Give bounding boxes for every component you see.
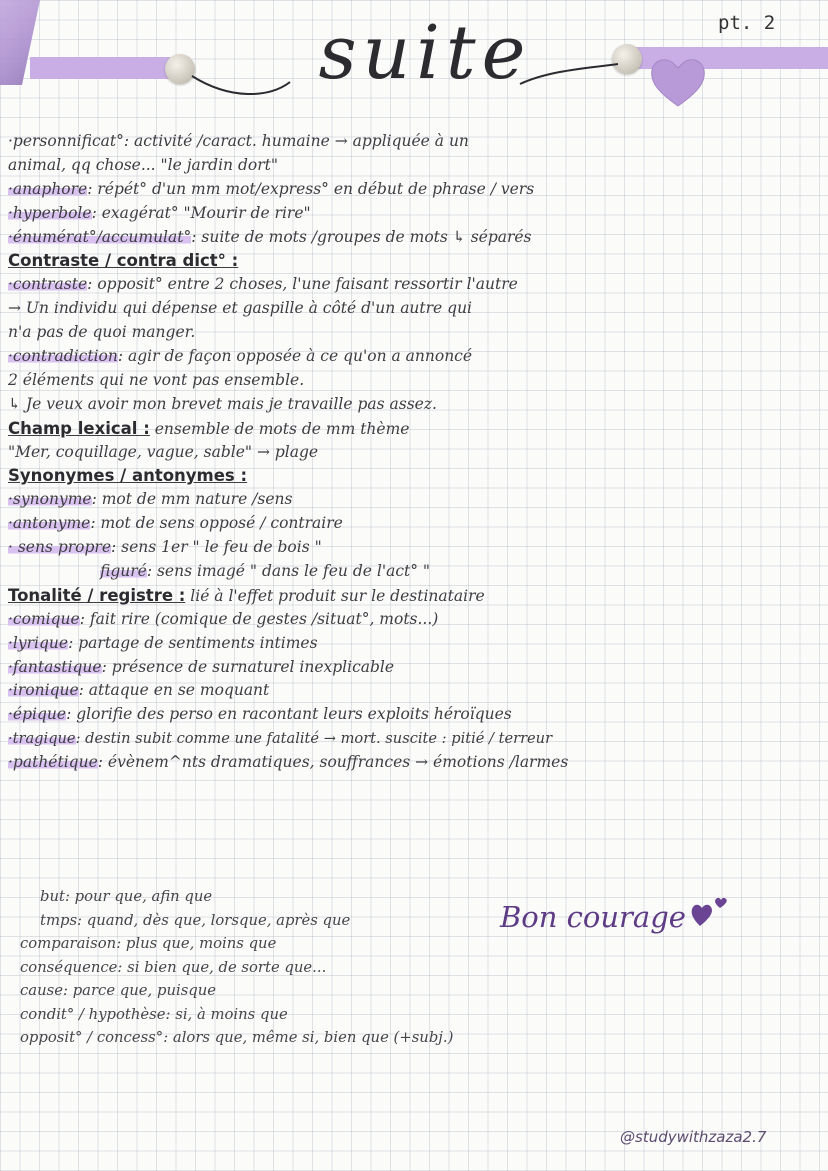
- note-line: [8, 178, 820, 202]
- note-line: [8, 703, 820, 727]
- section-heading: Tonalité / registre :: [8, 585, 186, 605]
- note-line: [8, 632, 820, 656]
- note-text: animal, qq chose... "le jardin dort": [8, 155, 278, 174]
- highlighted-term: ·hyperbole: [8, 203, 92, 222]
- note-line: [8, 608, 820, 632]
- page-title: suite: [318, 10, 532, 96]
- note-text: "Mer, coquillage, vague, sable" → plage: [8, 442, 319, 461]
- note-line: [8, 464, 820, 488]
- note-text: → Un individu qui dépense et gaspille à côté d'un autre qui: [8, 299, 473, 318]
- conjunction-line: [20, 956, 540, 980]
- note-line: [8, 226, 820, 250]
- note-line: [8, 488, 820, 512]
- highlighted-term: ·contradiction: [8, 347, 118, 366]
- closing-message: Bon courage: [500, 900, 686, 934]
- conjunction-label: opposit° / concess°: [20, 1029, 164, 1046]
- note-text: : destin subit comme une fatalité → mort. suscite : pitié / terreur: [75, 730, 553, 748]
- conjunction-examples: : parce que, puisque: [63, 982, 217, 999]
- conjunction-examples: : quand, dès que, lorsque, après que: [77, 911, 351, 929]
- highlighted-term: ·pathétique: [8, 753, 98, 772]
- note-line: [8, 512, 820, 536]
- note-line: [8, 202, 820, 226]
- note-line: [8, 273, 820, 297]
- conjunction-line: [20, 885, 540, 909]
- conjunction-examples: : si bien que, de sorte que...: [117, 958, 327, 976]
- note-line: [8, 441, 820, 465]
- heart-sticker-icon: [648, 52, 708, 110]
- conjunction-line: [20, 932, 540, 956]
- note-line: [8, 584, 820, 608]
- note-text: 2 éléments qui ne vont pas ensemble.: [8, 370, 305, 389]
- note-line: [8, 130, 820, 154]
- note-lead: ·personnificat°: [8, 132, 124, 150]
- note-line: [8, 417, 820, 441]
- conjunction-line: [20, 979, 540, 1003]
- note-text: : mot de sens opposé / contraire: [90, 514, 343, 533]
- note-line: [8, 560, 820, 584]
- highlighted-term: ·énumérat°/accumulat°: [8, 227, 192, 246]
- note-text: lié à l'effet produit sur le destinataire: [185, 586, 485, 605]
- highlighted-term: ·anaphore: [8, 179, 88, 198]
- highlighted-term: ·lyrique: [8, 633, 69, 652]
- note-text: n'a pas de quoi manger.: [8, 323, 196, 342]
- note-text: : sens 1er " le feu de bois ": [111, 538, 322, 557]
- note-line: [8, 751, 820, 775]
- note-line: [8, 393, 820, 417]
- highlighted-term: ·contraste: [8, 275, 88, 294]
- note-text: ↳ Je veux avoir mon brevet mais je travaille pas assez.: [8, 394, 437, 413]
- highlighted-term: ·tragique: [8, 730, 76, 748]
- conjunction-label: condit° / hypothèse: [20, 1005, 166, 1023]
- conjunction-examples: : si, à moins que: [165, 1005, 288, 1023]
- conjunction-examples: : plus que, moins que: [116, 935, 277, 952]
- note-text: : fait rire (comique de gestes /situat°, mots...): [79, 609, 439, 628]
- conjunction-line: [20, 909, 540, 933]
- note-line: [8, 345, 820, 369]
- note-text: : suite de mots /groupes de mots ↳ séparés: [191, 227, 532, 246]
- note-text: : sens imagé " dans le feu de l'act° ": [146, 562, 431, 581]
- highlighted-term: · sens propre: [8, 538, 112, 557]
- highlighted-term: figuré: [100, 562, 147, 581]
- conjunction-label: comparaison: [20, 935, 117, 952]
- note-text: : présence de surnaturel inexplicable: [101, 657, 395, 676]
- note-text: : glorifie des perso en racontant leurs exploits héroïques: [66, 705, 512, 724]
- conjunctions-list: [20, 885, 540, 1050]
- note-line: [8, 249, 820, 273]
- conjunction-examples: : pour que, afin que: [64, 888, 213, 905]
- conjunction-label: conséquence: [20, 958, 118, 976]
- note-line: [8, 727, 820, 751]
- note-line: [8, 297, 820, 321]
- conjunction-label: cause: [20, 982, 63, 999]
- conjunction-examples: : alors que, même si, bien que (+subj.): [163, 1029, 454, 1046]
- note-line: [8, 369, 820, 393]
- note-text: : répét° d'un mm mot/express° en début de phrase / vers: [87, 179, 535, 198]
- conjunction-line: [20, 1003, 540, 1027]
- note-text: : exagérat° "Mourir de rire": [91, 203, 311, 222]
- note-text: : opposit° entre 2 choses, l'une faisant ressortir l'autre: [87, 275, 518, 294]
- note-text: : attaque en se moquant: [78, 681, 270, 700]
- highlighted-term: ·fantastique: [8, 657, 102, 676]
- highlighted-term: ·comique: [8, 609, 80, 628]
- conjunction-line: [20, 1026, 540, 1050]
- conjunction-label: tmps: [40, 911, 78, 929]
- note-line: [8, 536, 820, 560]
- highlighted-term: ·épique: [8, 705, 67, 724]
- note-text: : activité /caract. humaine → appliquée à un: [123, 132, 469, 150]
- note-line: [8, 321, 820, 345]
- note-text: : évènem^nts dramatiques, souffrances → émotions /larmes: [97, 753, 569, 772]
- author-signature: @studywithzaza2.7: [620, 1128, 767, 1146]
- highlighted-term: ·antonyme: [8, 514, 91, 533]
- note-text: ensemble de mots de mm thème: [149, 419, 410, 438]
- small-hearts-icon: [690, 892, 730, 932]
- page-subtitle: pt. 2: [718, 12, 776, 34]
- section-heading: Contraste / contra dict° :: [8, 251, 239, 271]
- highlighted-term: ·ironique: [8, 681, 79, 700]
- note-line: [8, 656, 820, 680]
- note-line: [8, 679, 820, 703]
- section-heading: Champ lexical :: [8, 418, 150, 438]
- section-heading: Synonymes / antonymes :: [8, 466, 248, 486]
- notes-body: [8, 130, 820, 775]
- note-text: : agir de façon opposée à ce qu'on a annoncé: [117, 347, 473, 366]
- conjunction-label: but: [40, 888, 65, 905]
- note-text: : partage de sentiments intimes: [68, 633, 318, 652]
- highlighted-term: ·synonyme: [8, 490, 92, 509]
- note-text: : mot de mm nature /sens: [91, 490, 293, 509]
- note-line: [8, 154, 820, 178]
